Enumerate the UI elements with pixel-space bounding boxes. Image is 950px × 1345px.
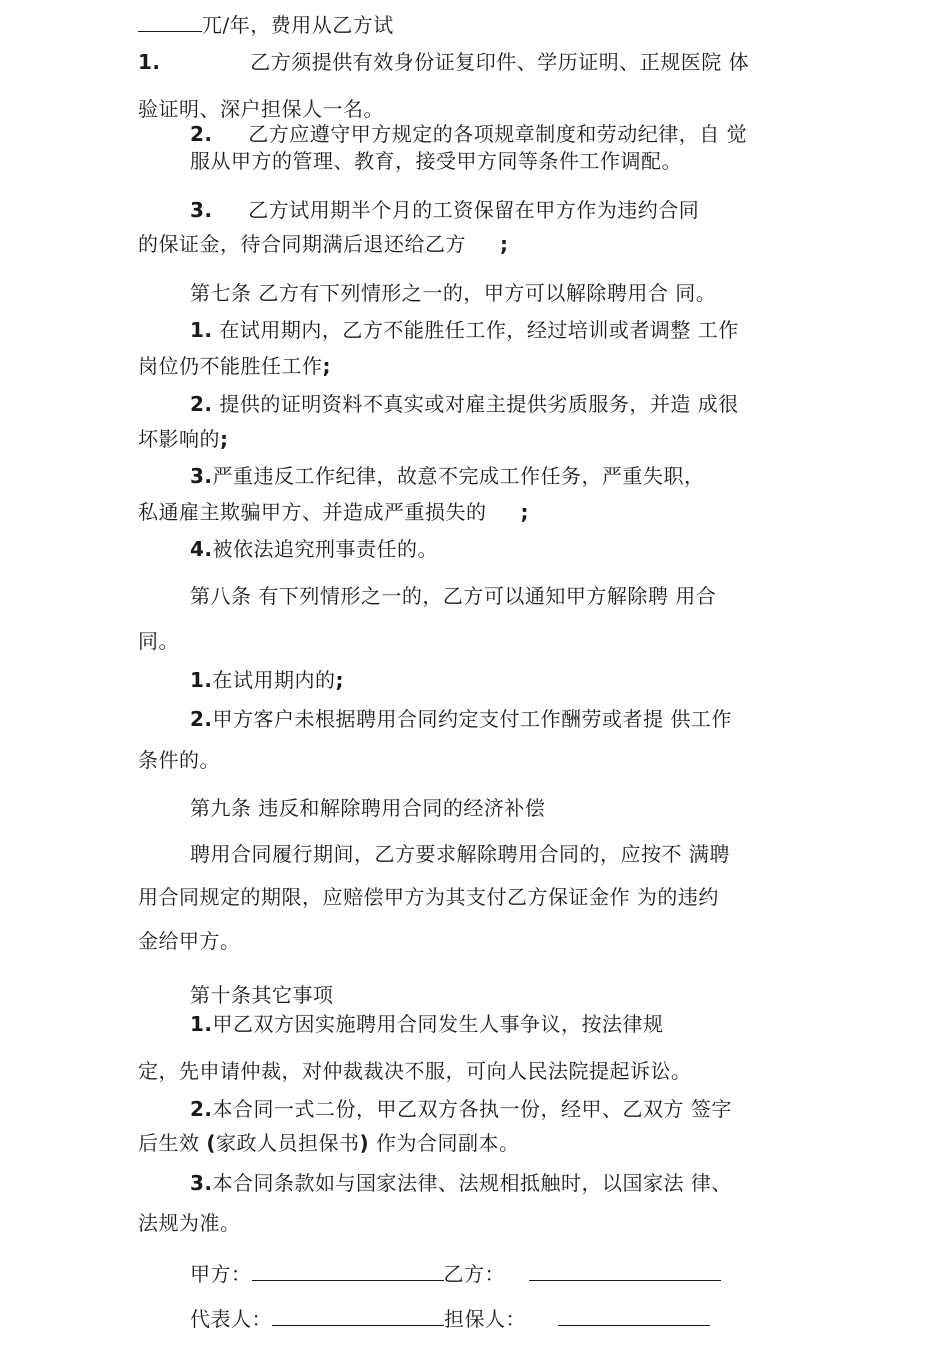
line-8-article-7 <box>190 283 716 303</box>
signature-row-parties <box>190 1262 721 1284</box>
line-text: 作为合同副本。 <box>376 1131 520 1155</box>
semicolon: ; <box>520 500 529 524</box>
document-title-ref: 家政人员担保书 <box>216 1131 360 1155</box>
line-22 <box>190 844 730 864</box>
item-number: 3. <box>190 464 213 488</box>
line-text: 用合同规定的期限，应赔偿甲方为其支付乙方保证金作 为的违约 <box>138 885 719 909</box>
semicolon: ; <box>220 427 229 451</box>
line-text: 本合同条款如与国家法律、法规相抵触时，以国家法 律、 <box>212 1171 732 1195</box>
item-number: 2. <box>190 707 213 731</box>
item-number: 1. <box>190 1012 213 1036</box>
line-text: 验证明、深户担保人一名。 <box>138 97 384 121</box>
line-text: 在试用期内，乙方不能胜任工作，经过培训或者调整 工作 <box>219 318 739 342</box>
line-text: 金给甲方。 <box>138 929 241 953</box>
line-19 <box>190 709 732 729</box>
item-number: 1. <box>138 50 161 74</box>
line-text: 同。 <box>138 629 179 653</box>
line-text: 本合同一式二份，甲乙双方各执一份，经甲、乙双方 签字 <box>212 1097 732 1121</box>
party-b-signature-line <box>529 1262 721 1281</box>
line-7 <box>138 234 509 254</box>
line-2 <box>138 52 749 72</box>
line-text: 的保证金，待合同期满后退还给乙方 <box>138 232 466 256</box>
line-6 <box>190 200 699 220</box>
line-12 <box>138 429 229 449</box>
line-text: 提供的证明资料不真实或对雇主提供劣质服务，并造 成很 <box>219 392 739 416</box>
line-18 <box>190 670 344 690</box>
line-4 <box>190 124 747 144</box>
paren-close: ) <box>359 1131 370 1155</box>
item-number: 2. <box>190 1097 213 1121</box>
line-28 <box>190 1099 732 1119</box>
article-heading: 第七条 乙方有下列情形之一的，甲方可以解除聘用合 同。 <box>190 281 717 305</box>
fee-blank <box>138 13 202 32</box>
line-text: 被依法追究刑事责任的。 <box>212 537 439 561</box>
line-11 <box>190 394 739 414</box>
line-20 <box>138 750 220 770</box>
semicolon: ; <box>322 354 331 378</box>
line-text: 兀/年，费用从乙方试 <box>202 13 394 37</box>
line-13 <box>190 466 705 486</box>
line-text: 乙方须提供有效身份证复印件、学历证明、正规医院 体 <box>250 50 750 74</box>
semicolon: ; <box>500 232 509 256</box>
line-text: 后生效 <box>138 1131 200 1155</box>
line-31 <box>138 1213 241 1233</box>
line-3 <box>138 99 384 119</box>
line-26 <box>190 1014 664 1034</box>
line-9 <box>190 320 739 340</box>
line-1 <box>138 13 394 35</box>
item-number: 2. <box>190 392 213 416</box>
line-23 <box>138 887 719 907</box>
line-10 <box>138 356 331 376</box>
line-text: 坏影响的 <box>138 427 220 451</box>
line-27 <box>138 1061 692 1081</box>
line-text: 条件的。 <box>138 748 220 772</box>
article-heading: 第十条其它事项 <box>190 983 334 1007</box>
line-text: 乙方试用期半个月的工资保留在甲方作为违约合同 <box>248 198 700 222</box>
line-text: 甲方客户未根据聘用合同约定支付工作酬劳或者提 供工作 <box>212 707 732 731</box>
line-text: 定，先申请仲裁，对仲裁裁决不服，可向人民法院提起诉讼。 <box>138 1059 692 1083</box>
party-a-label: 甲方： <box>190 1262 252 1286</box>
party-b-label: 乙方： <box>443 1262 505 1286</box>
representative-signature-line <box>272 1307 444 1326</box>
item-number: 2. <box>190 122 213 146</box>
item-number: 1. <box>190 318 213 342</box>
party-a-signature-line <box>252 1262 444 1281</box>
item-number: 3. <box>190 1171 213 1195</box>
guarantor-signature-line <box>558 1307 710 1326</box>
signature-row-representatives <box>190 1307 710 1329</box>
line-text: 岗位仍不能胜任工作 <box>138 354 323 378</box>
representative-label: 代表人： <box>190 1307 272 1331</box>
line-text: 严重违反工作纪律，故意不完成工作任务，严重失职， <box>212 464 705 488</box>
line-30 <box>190 1173 732 1193</box>
semicolon: ; <box>335 668 345 692</box>
item-number: 4. <box>190 537 213 561</box>
line-text: 聘用合同履行期间，乙方要求解除聘用合同的，应按不 满聘 <box>190 842 730 866</box>
line-15 <box>190 539 438 559</box>
line-5 <box>190 151 682 171</box>
line-21-article-9 <box>190 798 545 818</box>
line-text: 在试用期内的 <box>212 668 336 692</box>
line-25-article-10 <box>190 985 334 1005</box>
line-text: 私通雇主欺骗甲方、并造成严重损失的 <box>138 500 487 524</box>
line-16-article-8 <box>190 586 716 606</box>
paren-open: ( <box>206 1131 216 1155</box>
item-number: 3. <box>190 198 213 222</box>
line-text: 服从甲方的管理、教育，接受甲方同等条件工作调配。 <box>190 149 682 173</box>
article-heading: 第八条 有下列情形之一的，乙方可以通知甲方解除聘 用合 <box>190 584 717 608</box>
line-text: 甲乙双方因实施聘用合同发生人事争议，按法律规 <box>212 1012 664 1036</box>
line-24 <box>138 931 241 951</box>
item-number: 1. <box>190 668 213 692</box>
line-text: 乙方应遵守甲方规定的各项规章制度和劳动纪律，自 觉 <box>248 122 748 146</box>
line-29 <box>138 1133 520 1153</box>
line-text: 法规为准。 <box>138 1211 241 1235</box>
guarantor-label: 担保人： <box>444 1307 526 1331</box>
line-17 <box>138 631 179 651</box>
article-heading: 第九条 违反和解除聘用合同的经济补偿 <box>190 796 546 820</box>
line-14 <box>138 502 529 522</box>
